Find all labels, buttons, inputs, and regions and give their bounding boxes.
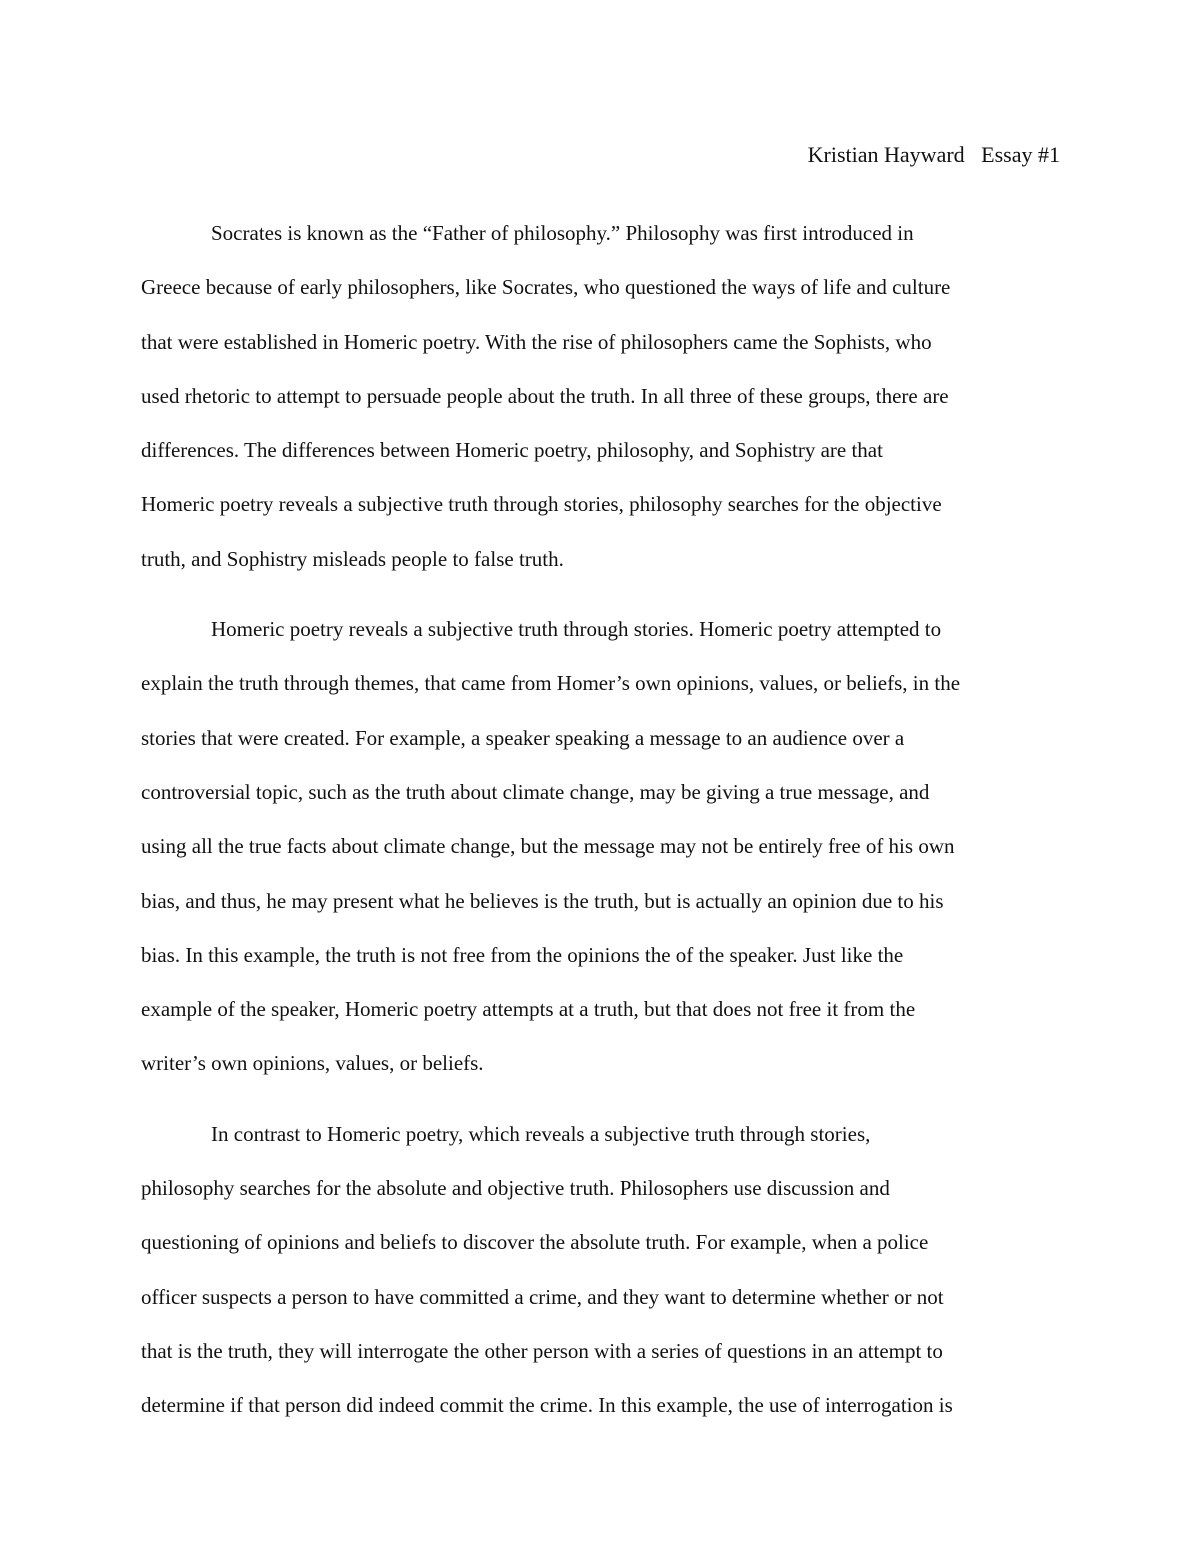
text-line: officer suspects a person to have committed a crime, and they want to determine whether or not bbox=[141, 1284, 944, 1309]
page-header bbox=[808, 142, 1060, 168]
text-line: In contrast to Homeric poetry, which reveals a subjective truth through stories, bbox=[211, 1121, 871, 1146]
text-line: used rhetoric to attempt to persuade people about the truth. In all three of these groups, there are bbox=[141, 383, 949, 408]
text-line: explain the truth through themes, that came from Homer’s own opinions, values, or beliefs, in the bbox=[141, 671, 961, 696]
text-line: that were established in Homeric poetry. With the rise of philosophers came the Sophists, who bbox=[141, 329, 932, 354]
paragraph-1 bbox=[141, 206, 1066, 586]
text-line: Socrates is known as the “Father of philosophy.” Philosophy was first introduced in bbox=[211, 221, 914, 245]
text-line: example of the speaker, Homeric poetry attempts at a truth, but that does not free it from the bbox=[141, 997, 916, 1022]
essay-title: Essay #1 bbox=[981, 142, 1060, 167]
paragraph-2 bbox=[141, 602, 1066, 1091]
text-line: truth, and Sophistry misleads people to false truth. bbox=[141, 546, 564, 571]
author-name: Kristian Hayward bbox=[807, 142, 965, 167]
essay-body bbox=[141, 206, 1066, 1449]
text-line: Homeric poetry reveals a subjective truth through stories. Homeric poetry attempted to bbox=[211, 617, 942, 642]
text-line: Homeric poetry reveals a subjective truth through stories, philosophy searches for the objective bbox=[141, 492, 942, 517]
text-line: writer’s own opinions, values, or beliefs. bbox=[141, 1051, 484, 1076]
text-line: Greece because of early philosophers, like Socrates, who questioned the ways of life and culture bbox=[141, 275, 951, 300]
text-line: using all the true facts about climate change, but the message may not be entirely free of his own bbox=[141, 834, 955, 859]
text-line: philosophy searches for the absolute and objective truth. Philosophers use discussion and bbox=[141, 1176, 890, 1201]
text-line: that is the truth, they will interrogate the other person with a series of questions in an attempt to bbox=[141, 1338, 943, 1363]
text-line: differences. The differences between Homeric poetry, philosophy, and Sophistry are that bbox=[141, 438, 883, 463]
text-line: bias, and thus, he may present what he believes is the truth, but is actually an opinion due to his bbox=[141, 888, 944, 913]
text-line: stories that were created. For example, a speaker speaking a message to an audience over a bbox=[141, 725, 905, 750]
paragraph-3 bbox=[141, 1107, 1066, 1433]
text-line: questioning of opinions and beliefs to discover the absolute truth. For example, when a police bbox=[141, 1230, 929, 1255]
text-line: bias. In this example, the truth is not free from the opinions the of the speaker. Just like the bbox=[141, 942, 904, 967]
text-line: determine if that person did indeed commit the crime. In this example, the use of interrogation is bbox=[141, 1393, 953, 1418]
text-line: controversial topic, such as the truth about climate change, may be giving a true message, and bbox=[141, 779, 930, 804]
